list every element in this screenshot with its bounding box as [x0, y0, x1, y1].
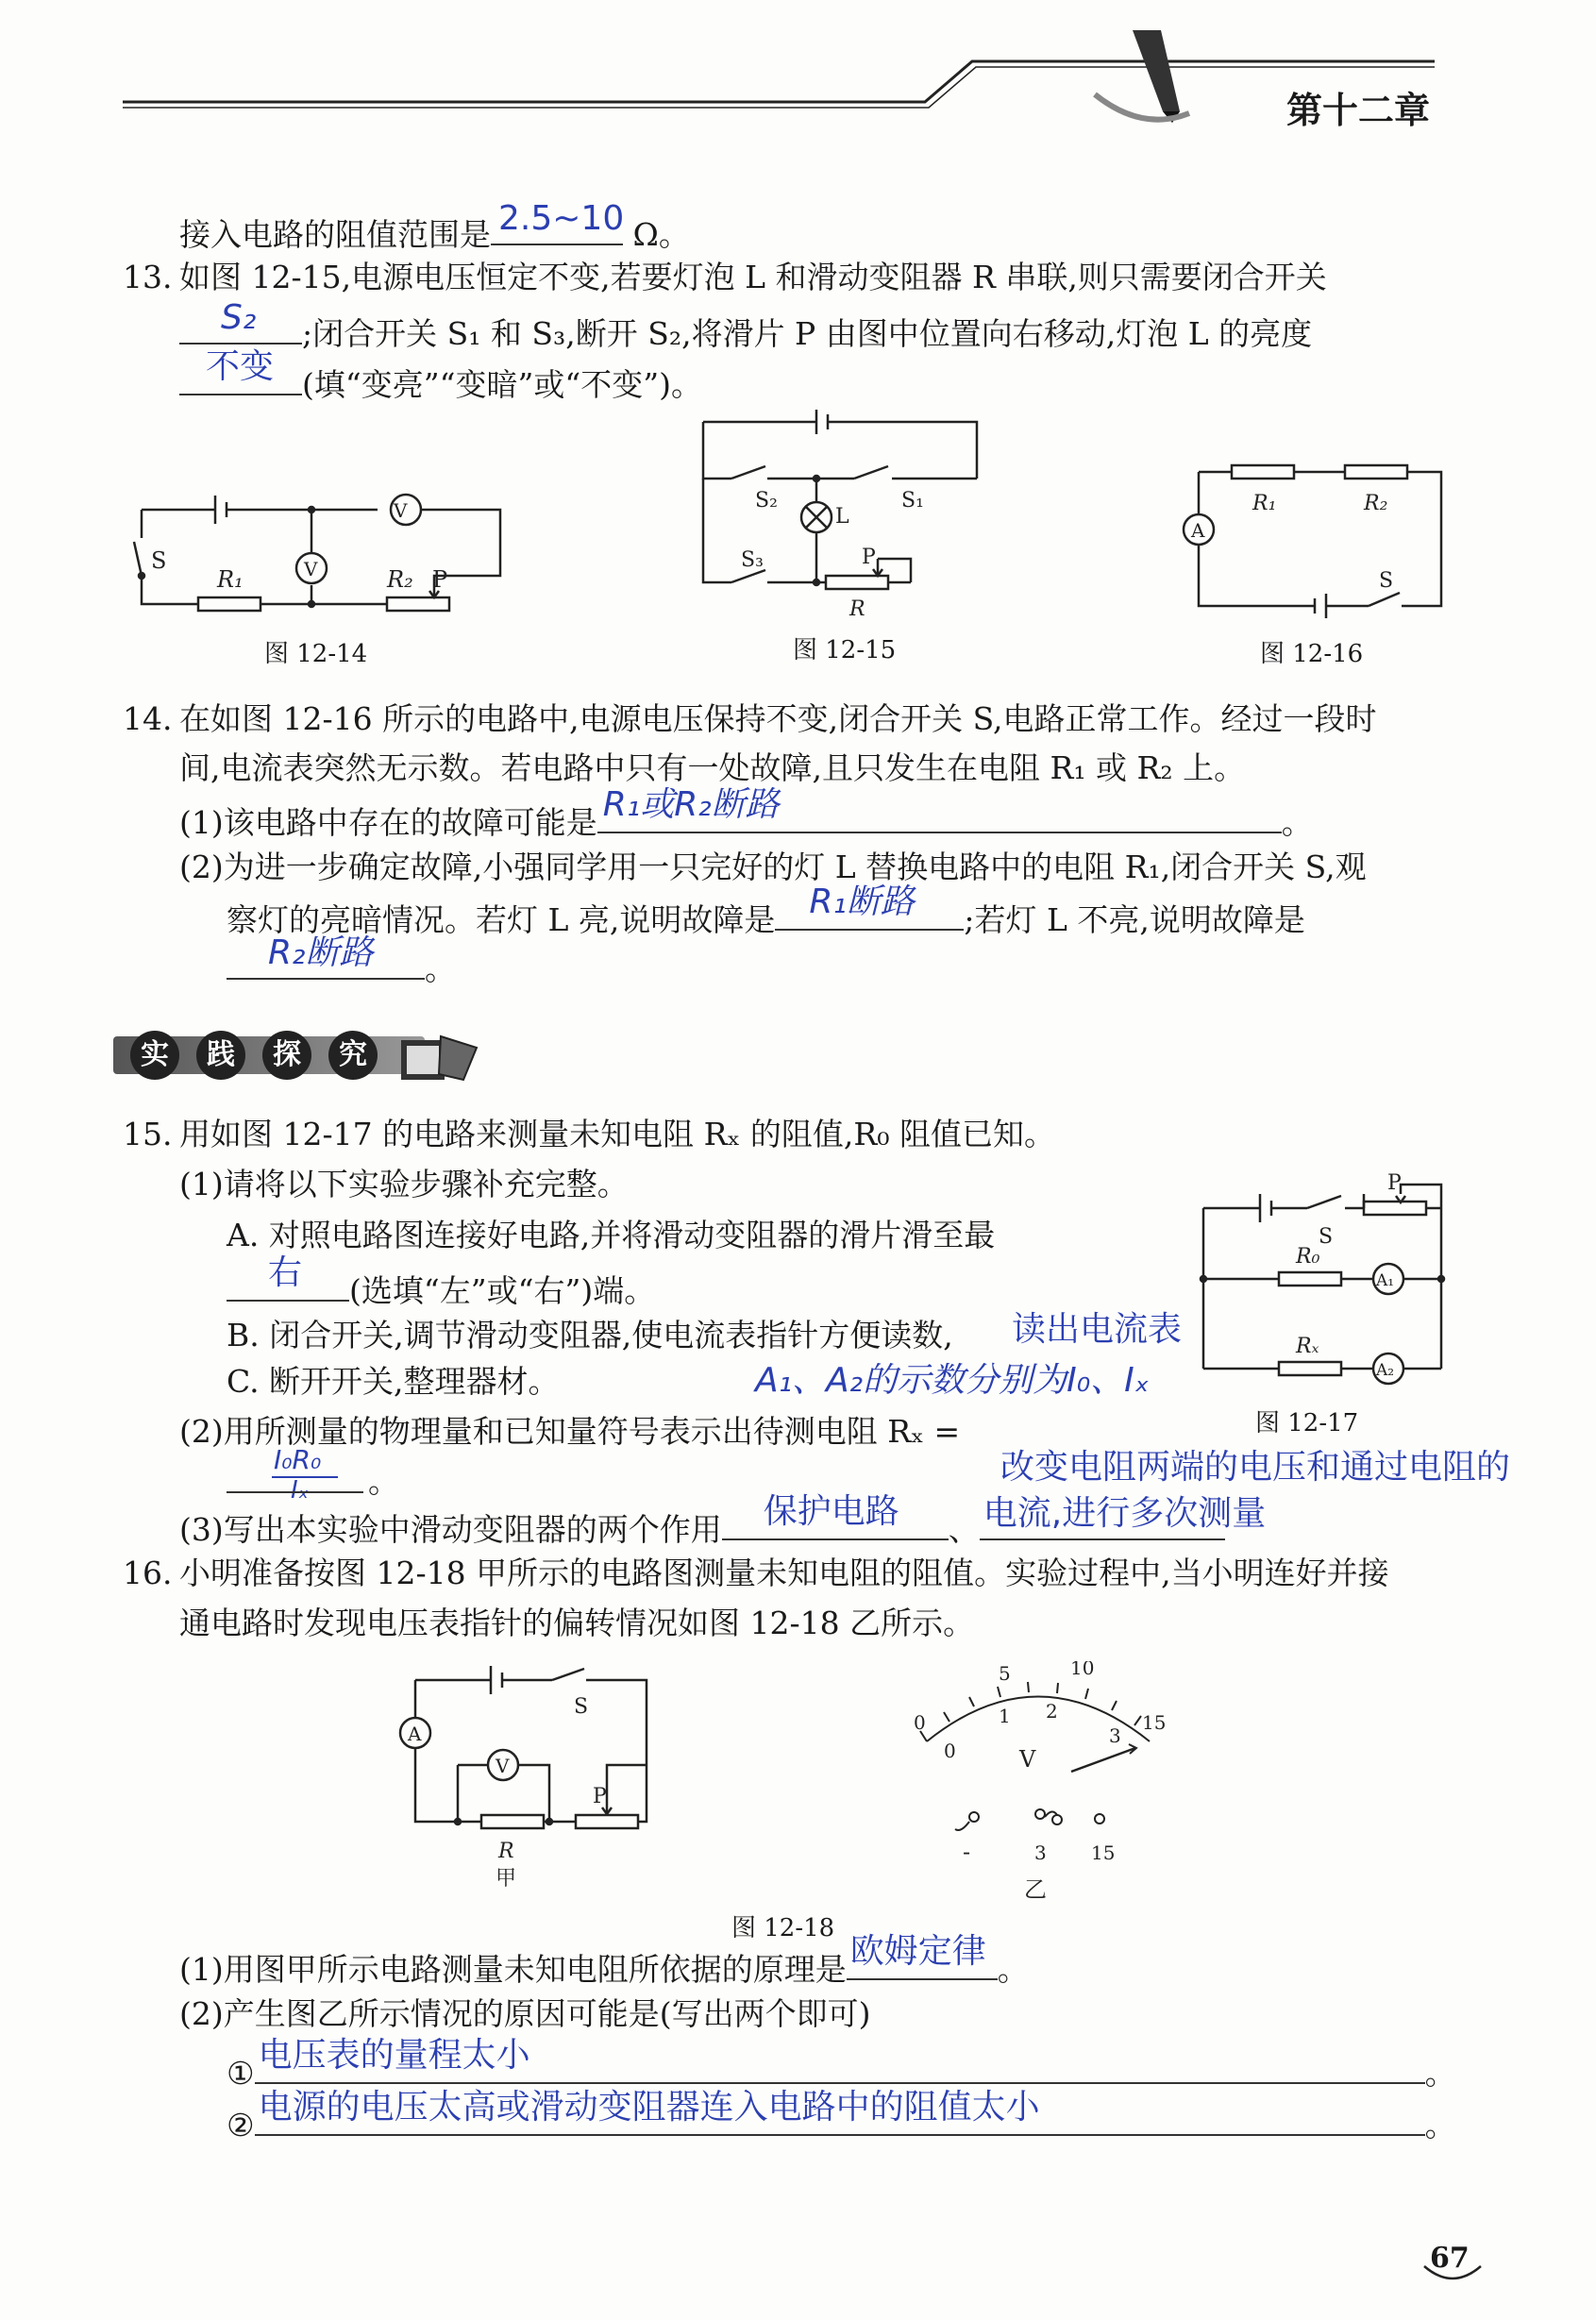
- q16-r2-answer: 电源的电压太高或滑动变阻器连入电路中的阻值太小: [258, 2088, 1040, 2127]
- q16-r1-end: 。: [1424, 2055, 1456, 2092]
- f15-label-l: L: [835, 505, 849, 529]
- q14-p2-end: 。: [425, 950, 456, 987]
- q16-r2-end: 。: [1424, 2107, 1456, 2143]
- q13-line3: (填“变亮”“变暗”或“不变”)。: [302, 366, 702, 403]
- terminal-minus: -: [963, 1839, 971, 1865]
- page-number-text: 67: [1430, 2242, 1470, 2275]
- chapter-title: 第十二章: [1286, 90, 1431, 131]
- f18-rheostat: [576, 1815, 638, 1828]
- f14-label-p: P: [432, 566, 448, 593]
- q16-p1-end: 。: [997, 1951, 1029, 1988]
- q15-p2-denominator: Iₓ: [291, 1476, 310, 1505]
- q12-answer: 2.5~10: [498, 199, 625, 238]
- f17-label-s: S: [1319, 1225, 1334, 1249]
- meter-scale-3: 3: [1109, 1724, 1121, 1747]
- q15-line1: 用如图 12-17 的电路来测量未知电阻 Rₓ 的阻值,R₀ 阻值已知。: [179, 1116, 1055, 1152]
- q13-line2: ;闭合开关 S₁ 和 S₃,断开 S₂,将滑片 P 由图中位置向右移动,灯泡 L 的亮度: [302, 315, 1313, 352]
- q16-line2: 通电路时发现电压表指针的偏转情况如图 12-18 乙所示。: [179, 1605, 975, 1641]
- figure-12-17: [1184, 1156, 1468, 1402]
- q16-r2-blank: [255, 2088, 1425, 2136]
- meter-needle: [1071, 1748, 1135, 1772]
- q16-line1: 小明准备按图 12-18 甲所示的电路图测量未知电阻的阻值。实验过程中,当小明连好并接: [179, 1555, 1389, 1591]
- q14-line1: 在如图 12-16 所示的电路中,电源电压保持不变,闭合开关 S,电路正常工作。经过一段时: [179, 700, 1377, 737]
- f14-label-r1: R₁: [217, 566, 244, 593]
- f15-label-s3: S₃: [741, 548, 764, 572]
- meter-scale-15: 15: [1142, 1711, 1167, 1734]
- f17-label-a1: A₁: [1376, 1271, 1395, 1290]
- q14-p2-b: ;若灯 L 不亮,说明故障是: [964, 901, 1305, 938]
- q15-p3-sep: 、: [948, 1511, 980, 1548]
- f15-label-s1: S₁: [901, 489, 924, 513]
- terminal-minus-post: [969, 1812, 979, 1822]
- q12-tail: [179, 199, 690, 256]
- f16-label-r2: R₂: [1364, 492, 1388, 515]
- banner-char-1: 实: [130, 1031, 179, 1080]
- q13-answer2: 不变: [206, 347, 275, 386]
- r2-resistor: [387, 597, 449, 611]
- q15-stepB-answer2: A₁、A₂的示数分别为I₀、Iₓ: [755, 1361, 1150, 1400]
- q15-p2: (2)用所测量的物理量和已知量符号表示出待测电阻 Rₓ =: [179, 1413, 961, 1450]
- q14-p2-blank2: [227, 933, 425, 980]
- q14-p2-line3: [227, 933, 456, 990]
- terminal-15: 15: [1091, 1841, 1116, 1864]
- f17-r0: [1279, 1272, 1341, 1286]
- f15-label-p: P: [862, 546, 876, 569]
- meter-scale-10: 10: [1070, 1661, 1095, 1679]
- q14-p2-blank1: [775, 883, 964, 931]
- q13-blank2: [179, 347, 302, 395]
- q16-r1-marker: ①: [227, 2055, 255, 2092]
- q15-stepB: B. 闭合开关,调节滑动变阻器,使电流表指针方便读数,: [227, 1317, 953, 1353]
- q15-stepA-answer: 右: [268, 1253, 303, 1292]
- q14-number: 14.: [123, 700, 173, 737]
- q14-p2-line2: [227, 883, 1305, 941]
- q15-p3: (3)写出本实验中滑动变阻器的两个作用: [179, 1511, 722, 1548]
- q14-p1-wrap: [179, 785, 1313, 844]
- q14-p1: (1)该电路中存在的故障可能是: [179, 804, 597, 841]
- q12-text: 接入电路的阻值范围是: [179, 216, 491, 253]
- f18-caption: 图 12-18: [731, 1914, 835, 1942]
- f17-label-r0: R₀: [1296, 1245, 1320, 1269]
- f18-label-yi: 乙: [1024, 1876, 1047, 1903]
- q15-stepA-blank: [227, 1253, 349, 1302]
- q16-r2-wrap: [227, 2088, 1456, 2146]
- q15-stepB-answer1: 读出电流表: [1012, 1310, 1183, 1349]
- q15-stepC: C. 断开开关,整理器材。: [227, 1363, 560, 1400]
- meter-scale-5: 5: [999, 1662, 1011, 1685]
- q16-p1-wrap: [179, 1932, 1029, 1991]
- f14-label-r2: R₂: [387, 566, 413, 593]
- q15-p2-end: 。: [368, 1463, 399, 1500]
- q15-p3-answer2-line1: 改变电阻两端的电压和通过电阻的: [1000, 1448, 1511, 1487]
- q16-number: 16.: [123, 1555, 173, 1591]
- q15-stepA-line1: A. 对照电路图连接好电路,并将滑动变阻器的滑片滑至最: [227, 1217, 996, 1253]
- f17-rheostat: [1364, 1202, 1426, 1215]
- f14-label-a: V: [394, 499, 408, 522]
- q15-p3-wrap: [179, 1492, 1267, 1551]
- f16-label-s: S: [1379, 569, 1394, 593]
- header-rule: [113, 28, 1453, 132]
- q16-p1-answer: 欧姆定律: [849, 1932, 986, 1971]
- q15-stepA-line2: (选填“左”或“右”)端。: [349, 1272, 656, 1309]
- figure-12-14: [123, 462, 519, 632]
- q14-p1-blank: [597, 785, 1282, 833]
- q15-p3-answer2-line2: 电流,进行多次测量: [983, 1494, 1267, 1533]
- f18-label-v: V: [496, 1755, 510, 1777]
- f17-caption: 图 12-17: [1255, 1409, 1359, 1437]
- banner-char-3: 探: [262, 1031, 311, 1080]
- f16-caption: 图 12-16: [1260, 640, 1364, 668]
- terminal-15-post: [1095, 1814, 1104, 1824]
- meter-symbol-v: V: [1019, 1746, 1036, 1773]
- q13-line1: 如图 12-15,电源电压恒定不变,若要灯泡 L 和滑动变阻器 R 串联,则只需要闭合开关: [179, 259, 1327, 295]
- rheostat-r: [826, 576, 888, 589]
- f18-r: [481, 1815, 544, 1828]
- f15-caption: 图 12-15: [793, 636, 897, 664]
- q15-p3-answer1: 保护电路: [763, 1492, 899, 1531]
- terminal-3-post: [1035, 1809, 1045, 1819]
- q15-p1: (1)请将以下实验步骤补充完整。: [179, 1166, 629, 1202]
- q13-line2-wrap: [179, 298, 1313, 355]
- meter-scale-1: 1: [999, 1705, 1011, 1727]
- f17-rx: [1279, 1362, 1341, 1375]
- meter-scale-2: 2: [1046, 1700, 1058, 1723]
- page-number-arc: [1419, 2238, 1494, 2285]
- f14-label-v: V: [304, 558, 318, 580]
- f18-label-a: A: [408, 1723, 422, 1745]
- q13-number: 13.: [123, 259, 173, 295]
- q15-number: 15.: [123, 1116, 173, 1152]
- q15-stepA-line2-wrap: [227, 1253, 656, 1312]
- f18-label-s: S: [574, 1695, 589, 1719]
- q14-line2: 间,电流表突然无示数。若电路中只有一处故障,且只发生在电阻 R₁ 或 R₂ 上。: [179, 749, 1246, 786]
- f18-label-jia: 甲: [496, 1867, 517, 1891]
- q15-p2-answer-fraction: [227, 1444, 368, 1505]
- q16-r2-marker: ②: [227, 2107, 255, 2143]
- q15-p2-numerator: I₀R₀: [274, 1444, 322, 1475]
- q15-p3-blank2: [980, 1494, 1267, 1540]
- f16-label-a: A: [1191, 519, 1205, 542]
- f16-label-r1: R₁: [1252, 492, 1277, 515]
- q13-answer1: S₂: [221, 298, 257, 337]
- f16-r2: [1345, 465, 1407, 479]
- q16-p1: (1)用图甲所示电路测量未知电阻所依据的原理是: [179, 1951, 847, 1988]
- banner-char-2: 践: [196, 1031, 245, 1080]
- f17-label-rx: Rₓ: [1296, 1335, 1319, 1358]
- f17-label-p: P: [1387, 1171, 1402, 1195]
- q16-r1-blank: [255, 2036, 1425, 2084]
- meter-scale-bottom-0: 0: [944, 1740, 956, 1762]
- pencil-icon: [1095, 30, 1189, 123]
- q12-blank: [491, 199, 625, 245]
- q14-p1-end: 。: [1281, 804, 1313, 841]
- f17-label-a2: A₂: [1376, 1361, 1395, 1380]
- q16-p1-blank: [847, 1932, 998, 1980]
- figure-12-15: [694, 408, 996, 634]
- q14-p2-answer1: R₁断路: [809, 883, 915, 921]
- q13-line3-wrap: [179, 347, 702, 406]
- f15-label-r: R: [849, 597, 865, 621]
- figure-12-18-yi: [906, 1661, 1170, 1907]
- page-number: [1430, 2242, 1470, 2275]
- r1-resistor: [198, 597, 260, 611]
- figure-12-18-jia: [387, 1661, 670, 1897]
- q14-p2-answer2: R₂断路: [268, 933, 374, 972]
- q14-p2-line1: (2)为进一步确定故障,小强同学用一只完好的灯 L 替换电路中的电阻 R₁,闭合开关 S,观: [179, 849, 1367, 885]
- q13-blank1: [179, 298, 302, 345]
- q15-p3-blank1: [722, 1492, 949, 1540]
- q14-p1-answer: R₁或R₂断路: [602, 785, 780, 824]
- q14-p2-a: 察灯的亮暗情况。若灯 L 亮,说明故障是: [227, 901, 776, 938]
- f14-label-s: S: [151, 547, 167, 574]
- keyboard-icon: [392, 1027, 486, 1084]
- q15-p2-blank: [227, 1491, 363, 1493]
- f18-label-r: R: [498, 1840, 514, 1863]
- figure-12-16: [1175, 455, 1458, 625]
- f18-label-p: P: [593, 1785, 607, 1808]
- section-banner: [113, 1027, 491, 1082]
- meter-scale-top-0: 0: [914, 1711, 926, 1734]
- terminal-3: 3: [1034, 1841, 1047, 1864]
- f14-caption: 图 12-14: [264, 640, 368, 668]
- banner-char-4: 究: [328, 1031, 378, 1080]
- q16-r1-answer: 电压表的量程太小: [258, 2036, 530, 2075]
- f16-r1: [1232, 465, 1294, 479]
- f15-label-s2: S₂: [755, 489, 778, 513]
- q16-p2: (2)产生图乙所示情况的原因可能是(写出两个即可): [179, 1995, 871, 2032]
- q12-unit: Ω。: [632, 216, 690, 253]
